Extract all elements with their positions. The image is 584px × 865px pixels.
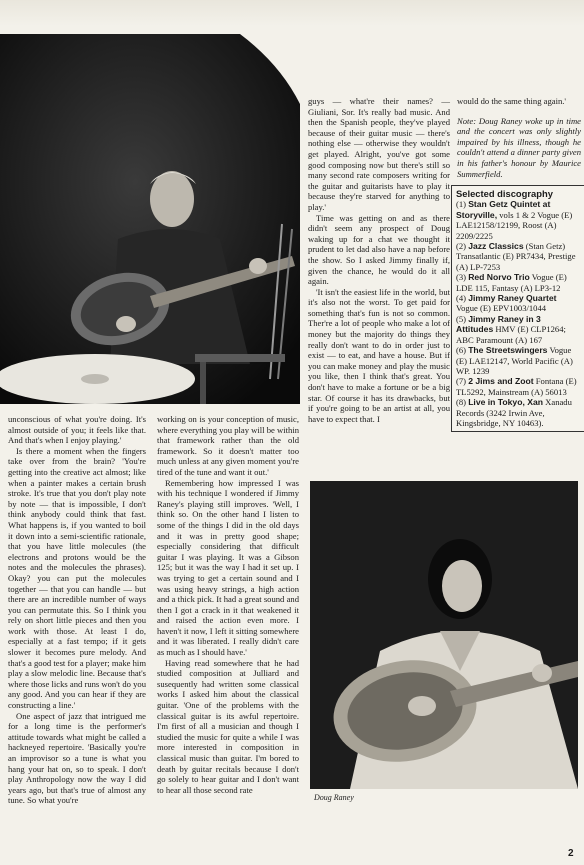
scan-edge <box>0 0 584 26</box>
discography-item-title: 2 Jims and Zoot <box>468 376 534 387</box>
discography-item-number: (2) <box>456 241 467 252</box>
doug-raney-photo <box>310 481 578 789</box>
discography-item-details: Fontana (E) TL5292, Mainstream (A) 56013 <box>456 376 577 397</box>
paragraph: One aspect of jazz that intrigued me for a long time is the performer's attitude towards what might be called a hackneyed repertoire. 'Basically you're an improvisor so a tune is what you hang your hat on, so to speak. I don't play Anthropology now the way I did years ago, but that's true of almost any tune. So what you're <box>8 710 146 806</box>
paragraph: unconscious of what you're doing. It's almost outside of you; it feels like that. And that's when I enjoy playing.' <box>8 414 146 446</box>
photo-caption: Doug Raney <box>314 793 354 802</box>
discography-item-number: (8) <box>456 397 467 408</box>
discography-item-details: HMV (E) CLP1264; ABC Paramount (A) 167 <box>456 324 566 345</box>
paragraph: Remembering how impressed I was with his technique I wondered if Jimmy Raney's playing still improves. 'Well, I think so. On the other hand I listen to some of the things I did in the old days and it was in pretty good shape; especially considering that difficult guitar I was playing. It was a Gibson 125; but it was the way I had it set up. I was trying to get a certain sound and I was using heavy strings, a high action and a thick pick. It had a great sound and then I got a crack in it that weakened it and raised the action even more. I haven't it now, I left it sitting somewhere and it was liberated. I really didn't care as much as I should have.' <box>157 477 299 658</box>
discography-item-title: Jimmy Raney Quartet <box>468 293 557 304</box>
discography-item-title: Red Norvo Trio <box>468 272 530 283</box>
discography-item-title: Stan Getz Quintet at Storyville, <box>456 199 551 220</box>
discography-item-details: Vogue (E) LDE 115, Fantasy (A) LP3-12 <box>456 272 567 293</box>
discography-item <box>456 376 580 397</box>
discography-item-number: (5) <box>456 313 467 324</box>
discography-item-details: Xanadu Records (3242 Irwin Ave, Kingsbridge, NY 10463). <box>456 397 572 428</box>
article-column-1-bottom <box>8 414 146 806</box>
discography-list <box>456 199 580 428</box>
article-column-2-bottom <box>157 414 299 795</box>
discography-item-number: (1) <box>456 199 467 210</box>
paragraph: working on is your conception of music, where everything you play will be within that framework rather than the old framework. So it doesn't matter too much unless at any given moment you're tired of the tune and want it out.' <box>157 414 299 477</box>
discography-item-details: (Stan Getz) Transatlantic (E) PR7434, Prestige (A) LP-7253 <box>456 241 576 272</box>
discography-title: Selected discography <box>456 188 553 199</box>
paragraph: Having read somewhere that he had studied composition at Julliard and susequently had written some classical works I asked him about the classical guitar. 'One of the problems with the classical guitar is its awful repertoire. I'm first of all a musician and though I studied the music for quite a while I was more interested in composition in classical music than guitar. I'm bored to death by guitar recitals because I don't go solely to hear guitar and I don't want to hear all those second rate <box>157 657 299 795</box>
discography-item-details: Vogue (E) EPV1003/1044 <box>456 303 547 314</box>
paragraph: Time was getting on and as there didn't seem any prospect of Doug waking up for a chat we thought it prudent to let dad also have a nap before the show. So I asked Jimmy finally if, given the chance, he would do it all again. <box>308 212 450 287</box>
paragraph: Is there a moment when the fingers take over from the brain? 'You're getting into the creative act almost; like when a painter makes a certain brush stroke. It's true that you don't play note by note — that is impossible, I don't think anybody could think that fast. What happens is, if you wanted to boil it down into a semi-scientific rationale, that you have little molecules (the electrons and protons would be the notes and the molecules the phrases). Okay? you can put the molecules together — that you can handle — but there are an incredible number of ways you can permutate this. So I think you rely on short little pieces and then you work with those. At least I do, especially at a fast tempo; if it gets slower it becomes pure melody. And that's a good test for a player; make him play a slow melodic line. Because that's where those licks and runs won't do you any good. And you can hear if they are constructing a line.' <box>8 445 146 711</box>
discography-item <box>456 272 580 293</box>
discography-item-number: (7) <box>456 376 467 387</box>
paragraph: would do the same thing again.' <box>457 96 566 106</box>
discography-item <box>456 241 580 272</box>
jimmy-raney-photo <box>0 34 300 404</box>
discography-box <box>451 185 584 432</box>
discography-item-number: (6) <box>456 345 467 356</box>
discography-item <box>456 293 580 314</box>
discography-item-details: vols 1 & 2 Vogue (E) LAE12158/12199, Roost (A) 2209/2225 <box>456 209 573 241</box>
article-column-3-top <box>457 96 581 179</box>
discography-item-details: Vogue (E) LAE12147, World Pacific (A) WP. 1239 <box>456 345 573 376</box>
discography-item-title: Jazz Classics <box>468 241 524 252</box>
paragraph: guys — what're their names? — Giuliani, Sor. It's really bad music. And then the Spanish people, they've played because of their guitar music — there's nothing else — otherwise they wouldn't get played. Alright, you've got some good composing now but there's still so many second rate composers writing for the guitar and guitarists have to play it because they're starved for anything to play.' <box>308 96 450 212</box>
discography-item-title: Live in Tokyo, Xan <box>468 397 544 408</box>
article-column-2-top <box>308 96 450 424</box>
discography-item <box>456 199 580 241</box>
page-number: 2 <box>568 848 574 859</box>
discography-item-number: (4) <box>456 293 467 304</box>
editor-note: Note: Doug Raney woke up in time and the concert was only slightly impaired by his illness, though he couldn't attend a dinner party given in his father's honour by Maurice Summerfield. <box>457 115 581 179</box>
discography-item <box>456 314 580 345</box>
discography-item-number: (3) <box>456 272 467 283</box>
discography-item <box>456 397 580 428</box>
discography-item-title: The Streetswingers <box>468 345 548 356</box>
discography-item-title: Jimmy Raney in 3 Attitudes <box>456 313 541 335</box>
discography-item <box>456 345 580 376</box>
paragraph: 'It isn't the easiest life in the world, but it's also not the worst. To get paid for something that's fun is not so common. Ther're a lot of people who make a lot of money but the majority do things they really don't want to do in order just to exist — to eat, and have a house. But if you can make money and play the music you like, then I think that's great. You don't have to make a fortune or be a big star. Of course it has its drawbacks, but if you're going to be an artist at all, you have to expect that. I <box>308 286 450 424</box>
